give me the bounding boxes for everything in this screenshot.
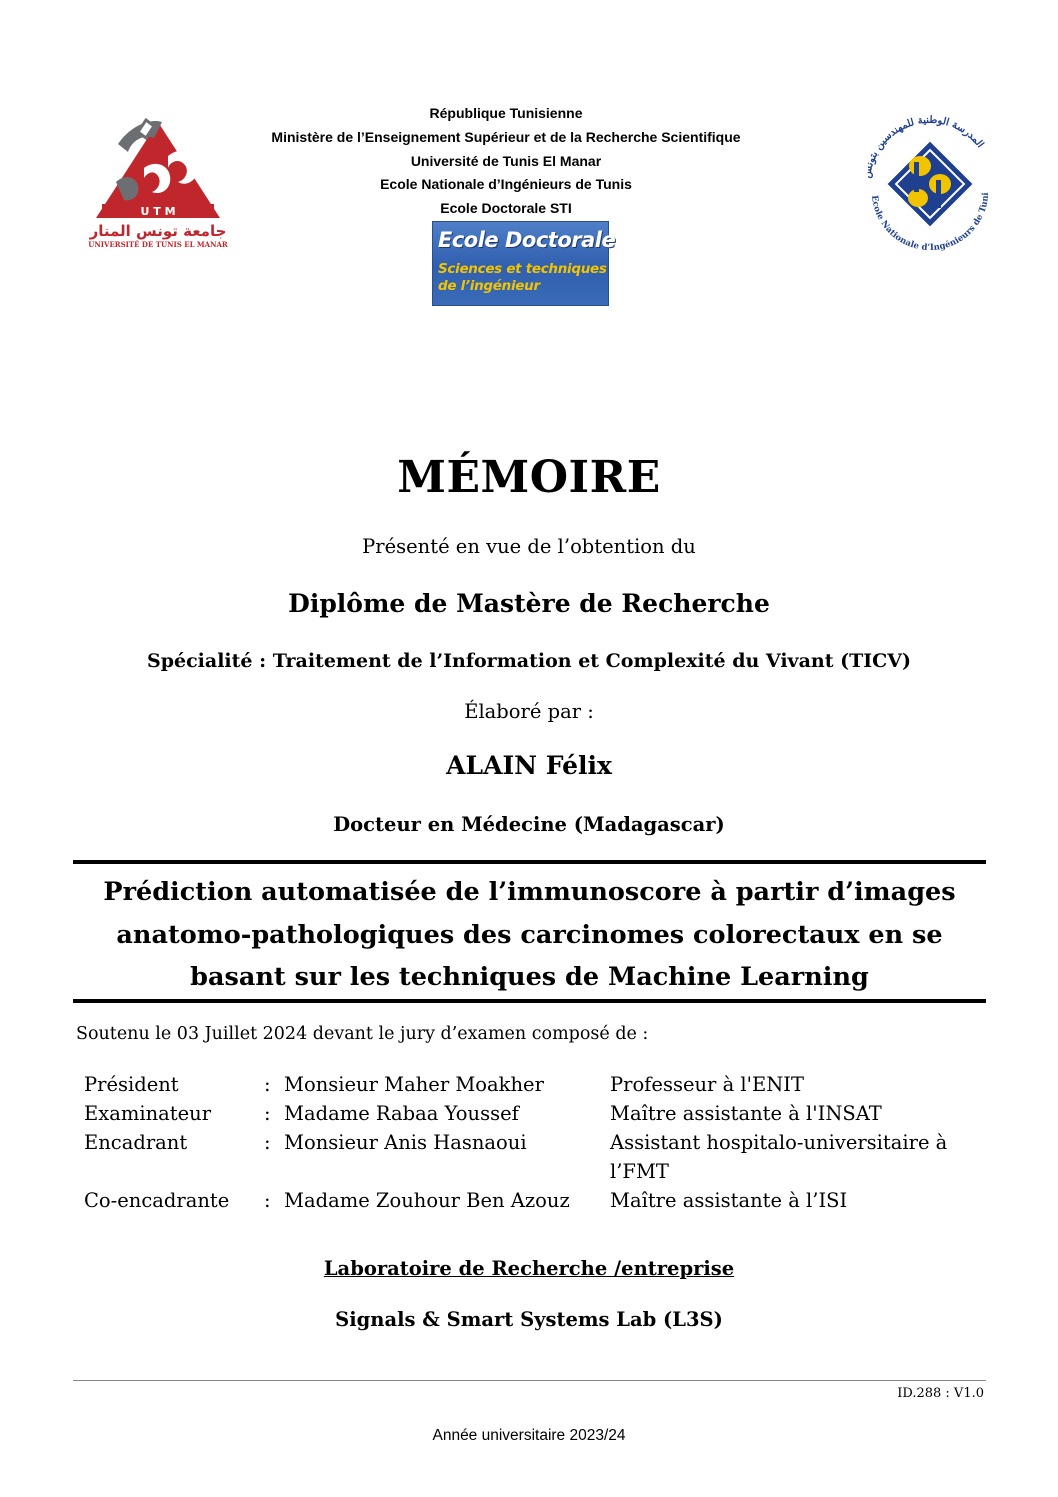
- institution-header: [230, 102, 782, 221]
- author-name: ALAIN Félix: [446, 751, 612, 780]
- jury-table: [80, 1070, 984, 1215]
- header-line-doctoral-school: Ecole Doctorale STI: [440, 200, 572, 217]
- author-title: Docteur en Médecine (Madagascar): [333, 813, 725, 836]
- title-rule-top: [73, 860, 986, 864]
- jury-separator: :: [264, 1131, 271, 1154]
- jury-separator: :: [264, 1189, 271, 1212]
- jury-member-position: Professeur à l'ENIT: [610, 1073, 805, 1096]
- jury-separator: :: [264, 1073, 271, 1096]
- lab-name: Signals & Smart Systems Lab (L3S): [335, 1308, 723, 1331]
- utm-arabic-name: جامعة تونس المنار: [89, 222, 227, 240]
- ed-logo-subtitle-1: Sciences et techniques: [438, 261, 607, 277]
- specialty: Spécialité : Traitement de l’Information et Complexité du Vivant (TICV): [147, 650, 911, 672]
- jury-separator: :: [264, 1102, 271, 1125]
- document-type-title: MÉMOIRE: [397, 452, 661, 503]
- jury-row: [80, 1186, 984, 1215]
- jury-member-name: Madame Zouhour Ben Azouz: [284, 1189, 570, 1212]
- jury-role: Président: [84, 1073, 179, 1096]
- utm-latin-name: UNIVERSITÉ DE TUNIS EL MANAR: [88, 240, 228, 249]
- diploma-name: Diplôme de Mastère de Recherche: [288, 589, 770, 618]
- jury-member-name: Monsieur Maher Moakher: [284, 1073, 544, 1096]
- utm-logo: [88, 104, 228, 250]
- jury-role: Encadrant: [84, 1131, 188, 1154]
- footer-rule: [73, 1380, 986, 1381]
- ed-logo-subtitle-2: de l’ingénieur: [438, 278, 540, 294]
- enit-logo: [848, 100, 1008, 266]
- enit-arabic-name: المدرسة الوطنية للمهندسين بتونس: [861, 114, 986, 179]
- title-rule-bottom: [73, 999, 986, 1003]
- ecole-doctorale-logo: [432, 221, 616, 306]
- enit-latin-name: Ecole Nationale d’Ingénieurs de Tuni: [869, 192, 992, 254]
- jury-member-position: Maître assistante à l'INSAT: [610, 1102, 882, 1125]
- lab-label: Laboratoire de Recherche /entreprise: [323, 1257, 735, 1280]
- presented-for-text: Présenté en vue de l’obtention du: [362, 535, 696, 558]
- jury-member-position: Maître assistante à l’ISI: [610, 1189, 848, 1212]
- jury-role: Examinateur: [84, 1102, 212, 1125]
- header-line-ministry: Ministère de l’Enseignement Supérieur et de la Recherche Scientifique: [271, 128, 741, 145]
- jury-member-name: Madame Rabaa Youssef: [284, 1102, 519, 1125]
- jury-role: Co-encadrante: [84, 1189, 230, 1212]
- jury-row: [80, 1128, 984, 1186]
- ed-logo-subtitle: [438, 261, 607, 295]
- thesis-title: Prédiction automatisée de l’immunoscore à partir d’images anatomo-pathologiques des carcinomes colorectaux en se basant sur les techniques de Machine Learning: [103, 877, 956, 992]
- defense-statement: Soutenu le 03 Juillet 2024 devant le jury d’examen composé de :: [76, 1024, 649, 1044]
- academic-year: Année universitaire 2023/24: [432, 1427, 626, 1444]
- ed-logo-title: Ecole Doctorale: [438, 228, 616, 252]
- document-id: ID.288 : V1.0: [897, 1386, 984, 1401]
- header-line-school: Ecole Nationale d’Ingénieurs de Tunis: [380, 176, 632, 193]
- elaborated-by-label: Élaboré par :: [464, 700, 594, 723]
- header-line-university: Université de Tunis El Manar: [410, 152, 602, 169]
- utm-acronym: U T M: [140, 205, 176, 218]
- jury-member-name: Monsieur Anis Hasnaoui: [284, 1131, 527, 1154]
- jury-row: [80, 1099, 984, 1128]
- header-line-country: République Tunisienne: [429, 105, 583, 121]
- jury-row: [80, 1070, 984, 1099]
- jury-member-position: Assistant hospitalo-universitaire à l’FMT: [610, 1131, 948, 1183]
